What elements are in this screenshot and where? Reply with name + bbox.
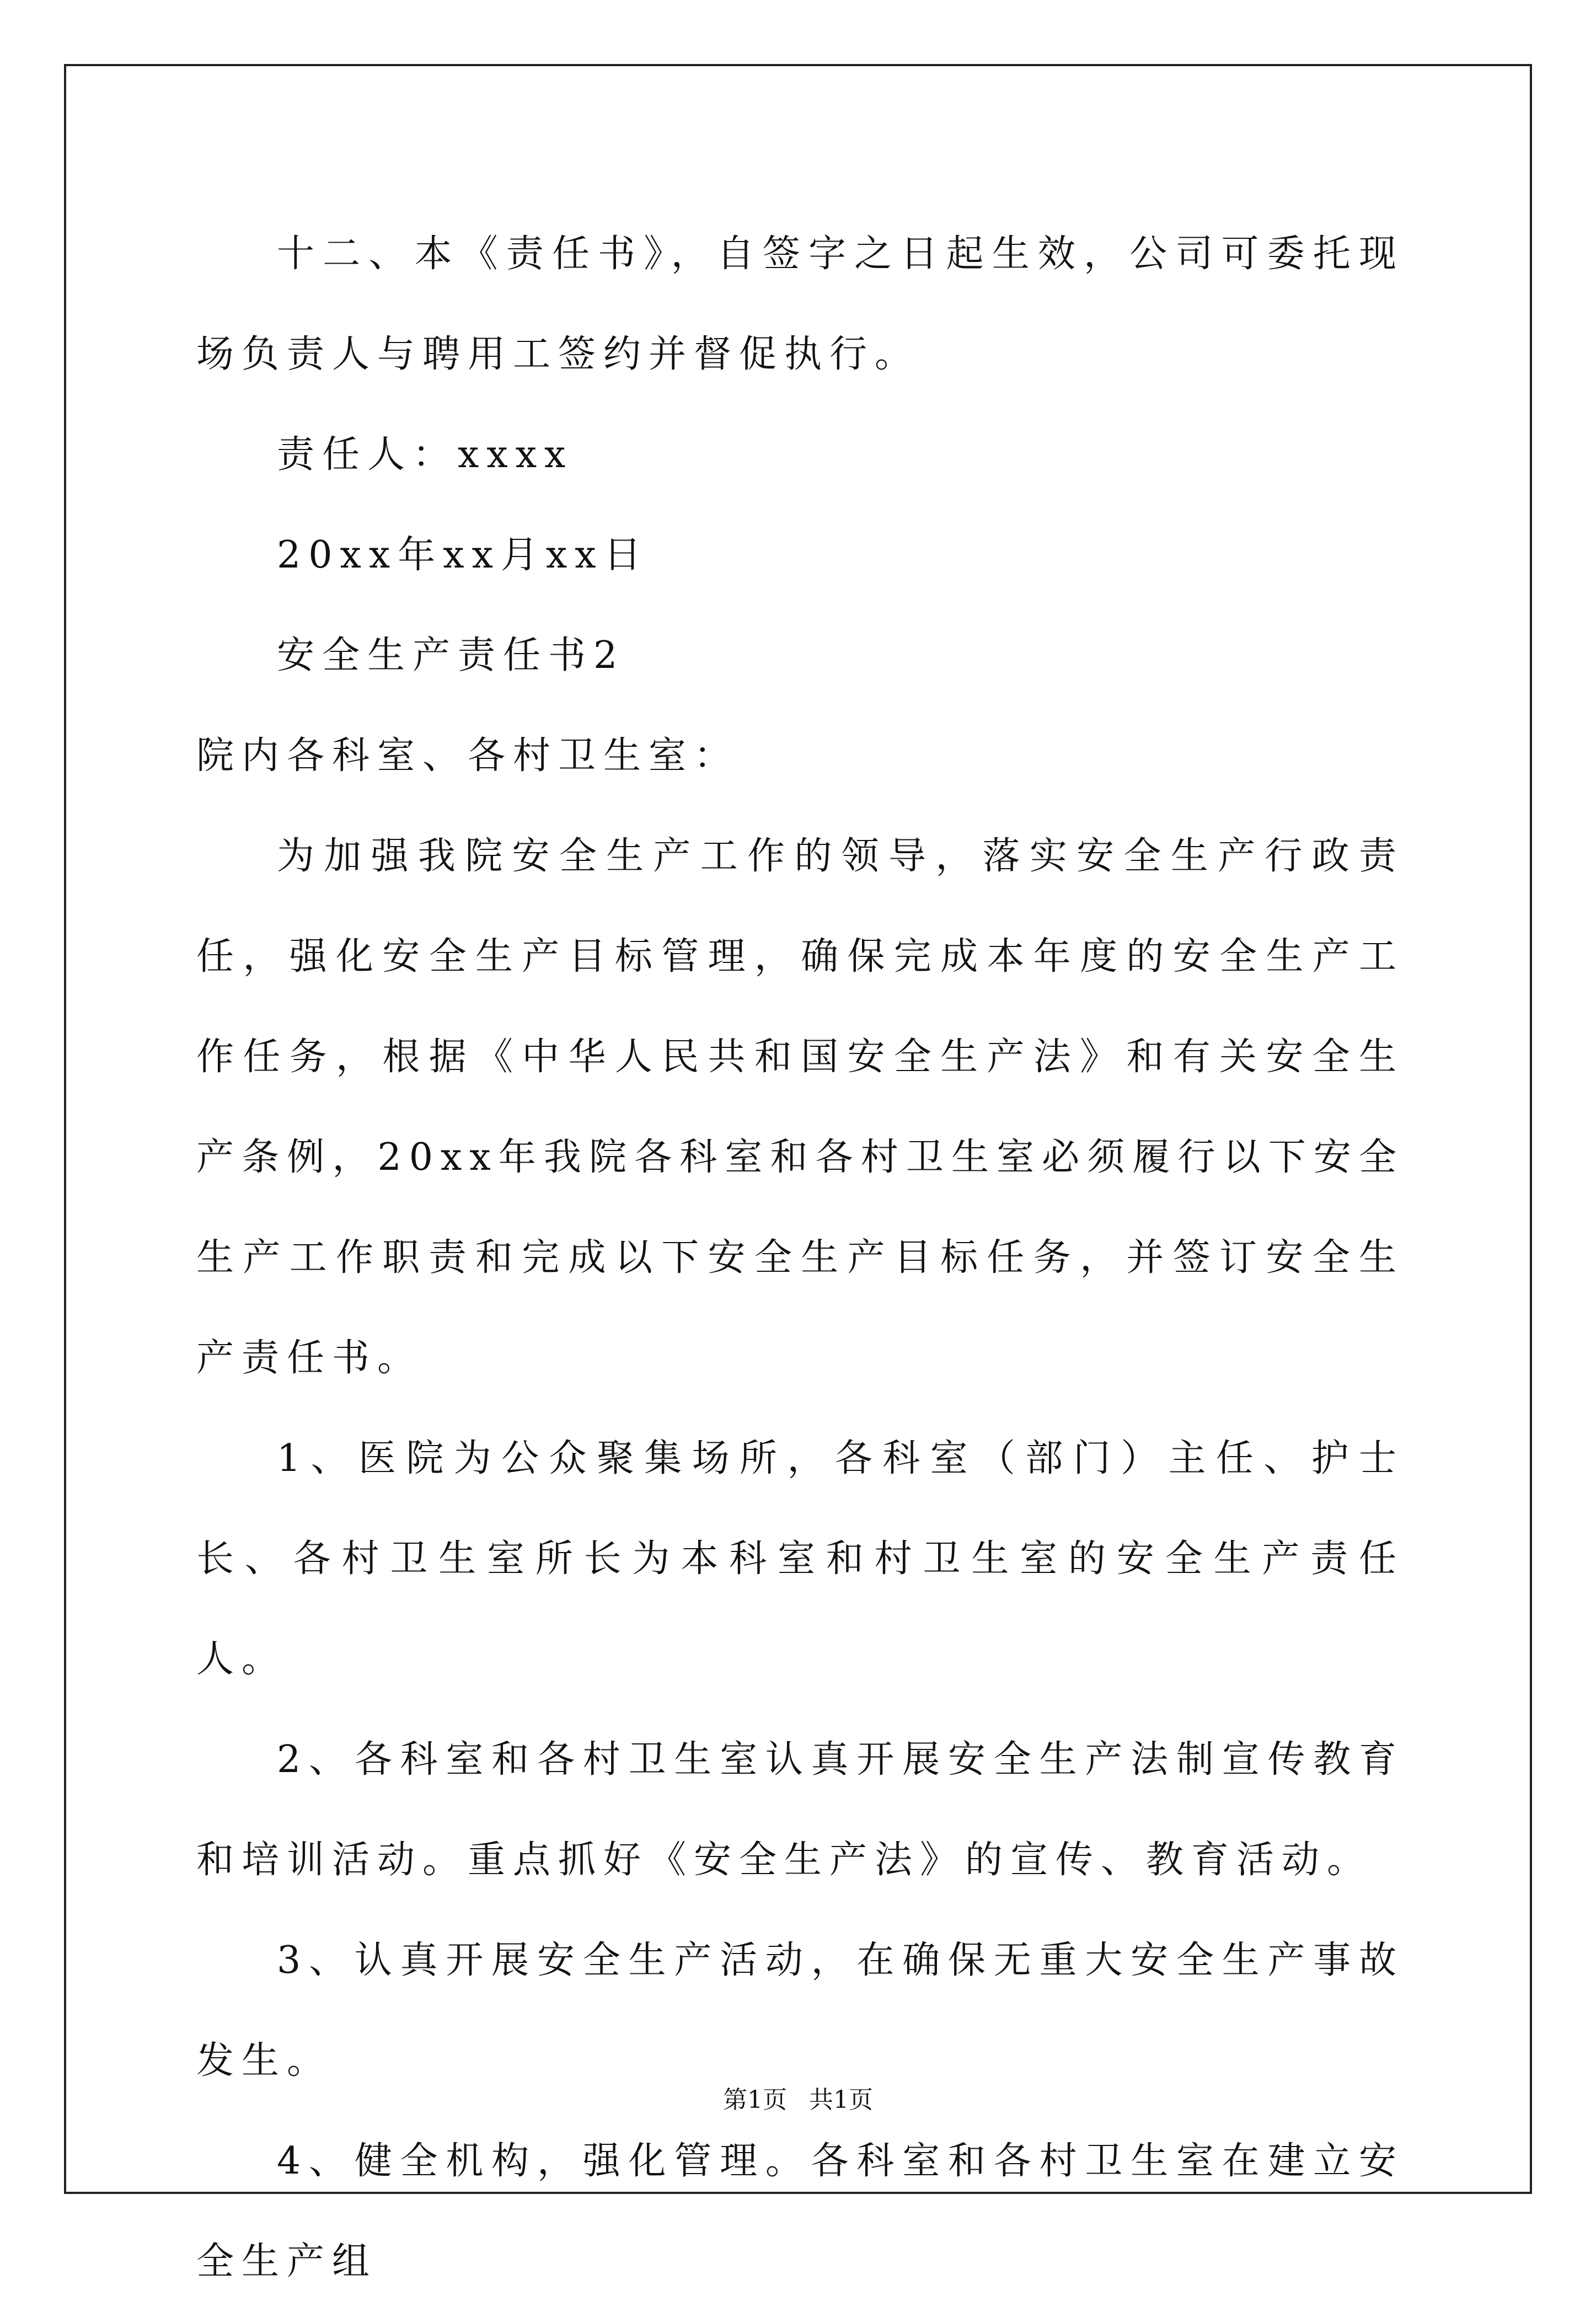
paragraph-item-3: 3、认真开展安全生产活动，在确保无重大安全生产事故发生。	[196, 1939, 1404, 2083]
salutation: 院内各科室、各村卫生室：	[196, 734, 740, 778]
paragraph-clause-12: 十二、本《责任书》，自签字之日起生效，公司可委托现场负责人与聘用工签约并督促执行。	[196, 232, 1404, 376]
page-total: 共1页	[809, 2086, 873, 2114]
paragraph-item-1: 1、医院为公众聚集场所，各科室（部门）主任、护士长、各村卫生室所长为本科室和村卫生室的安全生产责任人。	[196, 1437, 1404, 1681]
page-footer	[0, 2084, 1596, 2117]
date-line: 20xx年xx月xx日	[277, 533, 649, 577]
responsible-person-line: 责任人：xxxx	[277, 433, 574, 477]
paragraph-item-4: 4、健全机构，强化管理。各科室和各村卫生室在建立安全生产组	[196, 2139, 1404, 2283]
section-title: 安全生产责任书2	[277, 634, 625, 677]
paragraph-intro: 为加强我院安全生产工作的领导，落实安全生产行政责任，强化安全生产目标管理，确保完成本年度的安全生产工作任务，根据《中华人民共和国安全生产法》和有关安全生产条例，20xx年我院各科室和各村卫生室必须履行以下安全生产工作职责和完成以下安全生产目标任务，并签订安全生产责任书。	[196, 834, 1404, 1380]
document-body	[196, 204, 1404, 2312]
paragraph-item-2: 2、各科室和各村卫生室认真开展安全生产法制宣传教育和培训活动。重点抓好《安全生产法》的宣传、教育活动。	[196, 1738, 1404, 1882]
page-number: 第1页	[723, 2086, 787, 2114]
